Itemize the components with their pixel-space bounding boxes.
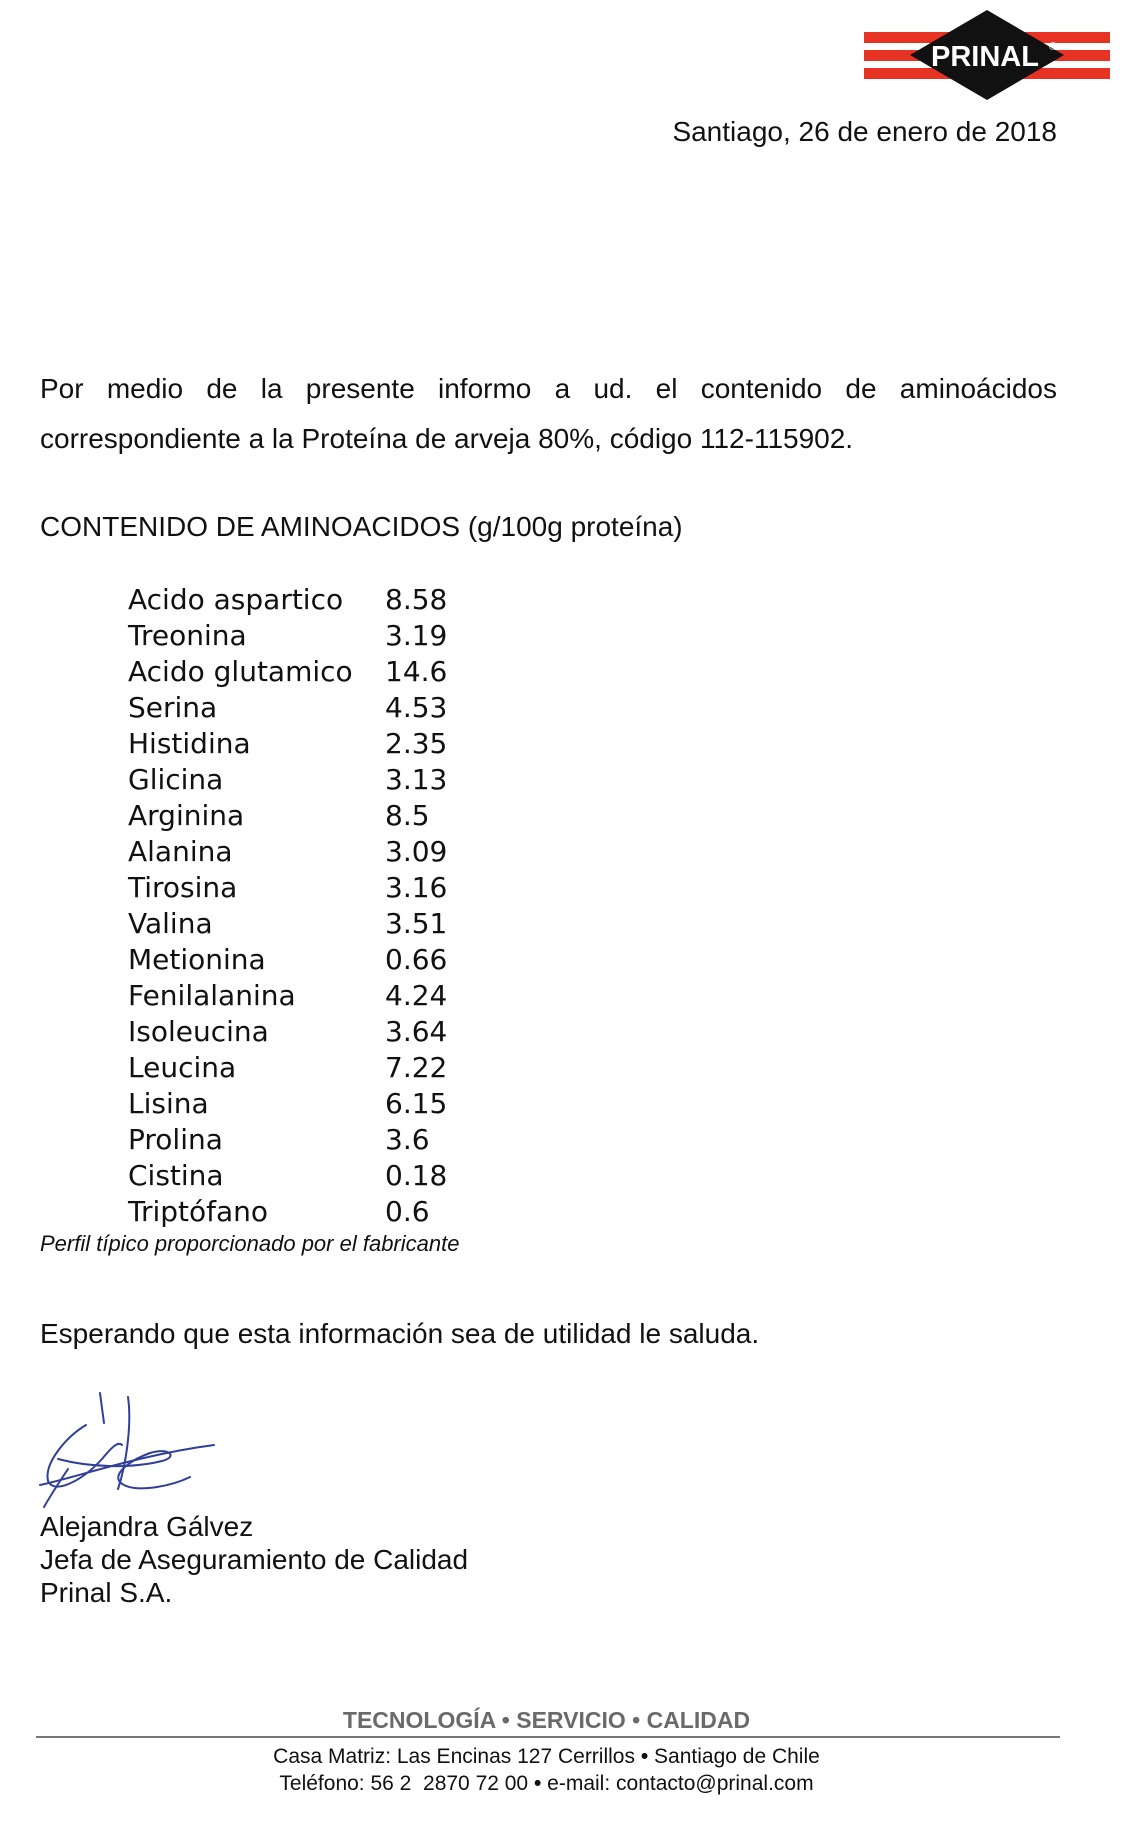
contact-line	[0, 1770, 1093, 1797]
manufacturer-note: Perfil típico proporcionado por el fabricante	[40, 1231, 460, 1256]
address-part: Santiago de Chile	[654, 1745, 820, 1768]
address-part: Casa Matriz: Las Encinas 127 Cerrillos	[273, 1745, 635, 1768]
logo-text: PRINAL	[931, 41, 1039, 73]
amino-acid-value: 3.51	[385, 907, 448, 940]
amino-acid-name: Histidina	[128, 727, 251, 760]
amino-acid-row	[128, 1050, 588, 1086]
amino-acid-value: 14.6	[385, 655, 448, 688]
amino-acid-row	[128, 1086, 588, 1122]
address-line	[0, 1743, 1093, 1770]
amino-acid-name: Cistina	[128, 1159, 224, 1192]
amino-acid-row	[128, 618, 588, 654]
amino-acid-value: 3.16	[385, 871, 448, 904]
letter-date: Santiago, 26 de enero de 2018	[672, 116, 1057, 147]
amino-acid-name: Fenilalanina	[128, 979, 296, 1012]
amino-acid-value: 0.66	[385, 943, 448, 976]
footer-slogan	[0, 1707, 1093, 1734]
amino-acid-name: Acido glutamico	[128, 655, 353, 688]
amino-acid-name: Prolina	[128, 1123, 223, 1156]
signer-name: Alejandra Gálvez	[40, 1511, 254, 1542]
slogan-word: SERVICIO	[516, 1707, 626, 1733]
amino-acid-value: 0.18	[385, 1159, 448, 1192]
prinal-logo	[864, 8, 1110, 108]
amino-acid-name: Valina	[128, 907, 213, 940]
amino-acid-row	[128, 870, 588, 906]
amino-acid-value: 8.5	[385, 799, 430, 832]
intro-paragraph	[40, 364, 1057, 464]
amino-acid-name: Glicina	[128, 763, 224, 796]
amino-acid-row	[128, 654, 588, 690]
amino-acid-row	[128, 798, 588, 834]
slogan-word: TECNOLOGÍA	[342, 1707, 496, 1733]
amino-acid-table	[128, 582, 588, 1230]
amino-acid-name: Lisina	[128, 1087, 209, 1120]
amino-acid-row	[128, 1122, 588, 1158]
amino-acid-row	[128, 942, 588, 978]
closing-sentence: Esperando que esta información sea de utilidad le saluda.	[40, 1318, 760, 1349]
amino-acid-row	[128, 1194, 588, 1230]
amino-acid-value: 3.19	[385, 619, 448, 652]
amino-acid-value: 2.35	[385, 727, 448, 760]
amino-acid-value: 6.15	[385, 1087, 448, 1120]
amino-acid-name: Metionina	[128, 943, 266, 976]
amino-acid-name: Isoleucina	[128, 1015, 269, 1048]
amino-acid-value: 8.58	[385, 583, 448, 616]
amino-acid-value: 4.24	[385, 979, 448, 1012]
amino-acid-value: 3.09	[385, 835, 448, 868]
amino-acid-name: Triptófano	[128, 1195, 269, 1228]
amino-acid-row	[128, 582, 588, 618]
amino-acid-row	[128, 762, 588, 798]
separator-dot: •	[501, 1707, 510, 1733]
separator-dot: •	[632, 1707, 641, 1733]
signer-company: Prinal S.A.	[40, 1577, 173, 1608]
amino-acid-value: 4.53	[385, 691, 448, 724]
slogan-word: CALIDAD	[646, 1707, 751, 1733]
handwritten-signature	[38, 1385, 218, 1510]
separator-dot: •	[533, 1772, 542, 1795]
amino-acid-value: 3.64	[385, 1015, 448, 1048]
logo-registered-mark: ®	[1049, 41, 1058, 53]
amino-acid-name: Alanina	[128, 835, 233, 868]
amino-acid-row	[128, 1158, 588, 1194]
amino-acid-value: 3.6	[385, 1123, 430, 1156]
footer-address	[0, 1743, 1093, 1797]
amino-acid-name: Arginina	[128, 799, 245, 832]
amino-acid-row	[128, 906, 588, 942]
separator-dot: •	[640, 1745, 649, 1768]
amino-acid-value: 3.13	[385, 763, 448, 796]
signer-block	[40, 1510, 468, 1609]
amino-acid-row	[128, 690, 588, 726]
amino-acid-row	[128, 978, 588, 1014]
amino-acid-value: 7.22	[385, 1051, 448, 1084]
amino-acid-name: Treonina	[128, 619, 247, 652]
phone-text: Teléfono: 56 2 2870 72 00	[279, 1772, 529, 1795]
amino-acid-value: 0.6	[385, 1195, 430, 1228]
amino-acid-heading: CONTENIDO DE AMINOACIDOS (g/100g proteína)	[40, 511, 683, 542]
amino-acid-name: Leucina	[128, 1051, 237, 1084]
amino-acid-name: Acido aspartico	[128, 583, 344, 616]
amino-acid-name: Tirosina	[128, 871, 238, 904]
footer-divider	[36, 1736, 1060, 1738]
amino-acid-row	[128, 834, 588, 870]
amino-acid-row	[128, 726, 588, 762]
signer-role: Jefa de Aseguramiento de Calidad	[40, 1544, 469, 1575]
amino-acid-name: Serina	[128, 691, 218, 724]
email-text: e-mail: contacto@prinal.com	[547, 1772, 814, 1795]
amino-acid-row	[128, 1014, 588, 1050]
intro-text: Por medio de la presente informo a ud. el contenido de aminoácidos correspondiente a la Proteína de arveja 80%, código 112-115902.	[40, 373, 1057, 454]
